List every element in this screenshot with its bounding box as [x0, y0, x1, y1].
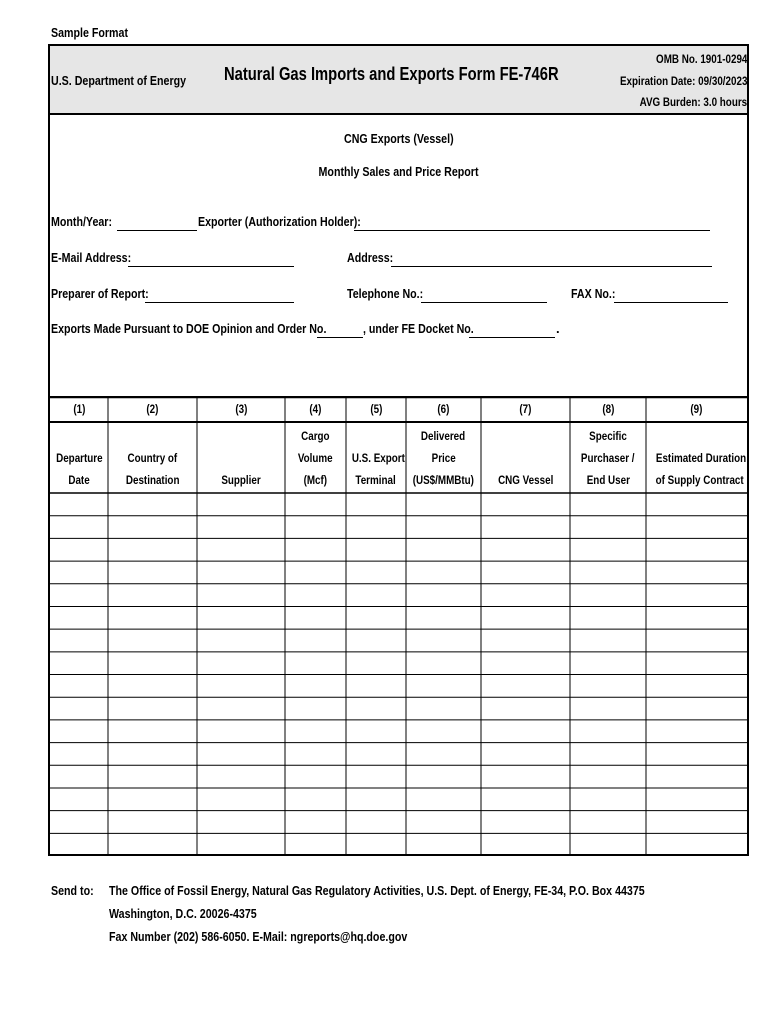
report-subtitle-name: Monthly Sales and Price Report	[318, 164, 479, 179]
column-header-text: Volume	[298, 451, 333, 465]
address-label: Address:	[347, 250, 394, 265]
fax-label: FAX No.:	[571, 286, 616, 301]
send-to-office: The Office of Fossil Energy, Natural Gas Regulatory Activities, U.S. Dept. of Energy, FE-34, P.O. Box 44375	[109, 883, 645, 898]
exporter-field[interactable]	[354, 230, 710, 231]
column-header-text: CNG Vessel	[497, 473, 554, 487]
email-field[interactable]	[128, 266, 294, 267]
exports-pursuant-label: Exports Made Pursuant to DOE Opinion and Order No.	[51, 321, 327, 336]
column-header-text: Purchaser /	[581, 451, 635, 465]
form-title: Natural Gas Imports and Exports Form FE-746R	[224, 64, 559, 84]
preparer-field[interactable]	[145, 302, 294, 303]
column-header-text: End User	[586, 473, 630, 487]
exporter-label: Exporter (Authorization Holder):	[198, 214, 361, 229]
telephone-label: Telephone No.:	[347, 286, 424, 301]
column-header-text: Delivered	[421, 429, 466, 443]
column-header-text: Cargo	[301, 429, 330, 443]
column-number: (6)	[437, 402, 450, 416]
column-header-text: Date	[68, 473, 90, 487]
column-number: (9)	[690, 402, 703, 416]
period-mark: .	[556, 321, 560, 336]
expiration-date: Expiration Date: 09/30/2023	[619, 74, 747, 88]
month-year-field[interactable]	[117, 230, 197, 231]
column-number: (2)	[146, 402, 159, 416]
column-header-text: Supplier	[221, 473, 261, 487]
send-to-city: Washington, D.C. 20026-4375	[109, 906, 257, 921]
column-number: (1)	[72, 402, 86, 416]
avg-burden: AVG Burden: 3.0 hours	[639, 95, 747, 109]
column-header-text: Terminal	[355, 473, 397, 487]
column-number: (7)	[519, 402, 532, 416]
send-to-label: Send to:	[51, 883, 94, 898]
column-number: (3)	[234, 402, 248, 416]
column-header-text: (Mcf)	[303, 473, 328, 487]
preparer-label: Preparer of Report:	[51, 286, 149, 301]
report-subtitle-type: CNG Exports (Vessel)	[343, 131, 454, 146]
doe-order-field[interactable]	[317, 337, 363, 338]
column-header-text: Destination	[125, 473, 180, 487]
column-header-text: Country of	[127, 451, 178, 465]
agency-name: U.S. Department of Energy	[51, 73, 187, 88]
column-header-text: Price	[431, 451, 456, 465]
column-number: (5)	[369, 402, 383, 416]
month-year-label: Month/Year:	[51, 214, 113, 229]
under-docket-label: , under FE Docket No.	[363, 321, 474, 336]
column-number: (4)	[309, 402, 322, 416]
column-header-text: Estimated Duration	[655, 451, 747, 465]
omb-number: OMB No. 1901-0294	[655, 52, 747, 66]
column-header-text: Specific	[589, 429, 627, 443]
column-header-text: of Supply Contract	[655, 473, 744, 487]
address-field[interactable]	[391, 266, 712, 267]
email-label: E-Mail Address:	[51, 250, 132, 265]
column-header-text: (US$/MMBtu)	[412, 473, 475, 487]
send-to-contact: Fax Number (202) 586-6050. E-Mail: ngreports@hq.doe.gov	[109, 929, 408, 944]
column-number: (8)	[601, 402, 615, 416]
telephone-field[interactable]	[421, 302, 547, 303]
fe-docket-field[interactable]	[469, 337, 555, 338]
column-header-text: Departure	[55, 451, 103, 465]
sample-format-label: Sample Format	[51, 25, 129, 40]
column-header-text: U.S. Export	[351, 451, 405, 465]
fax-field[interactable]	[614, 302, 728, 303]
